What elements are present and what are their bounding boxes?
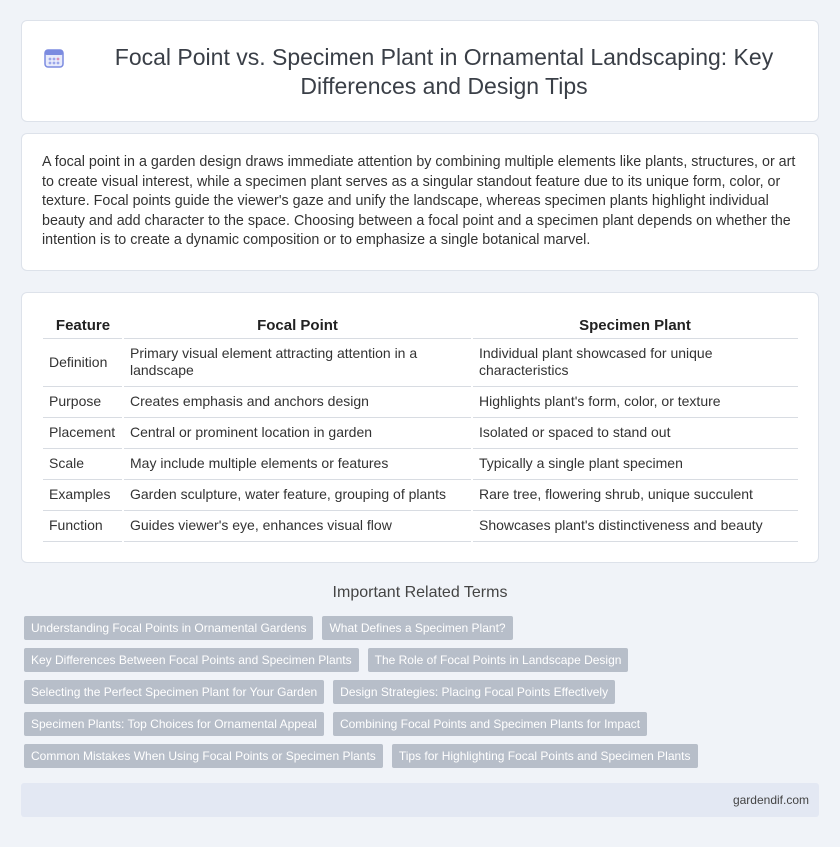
- table-cell: Purpose: [43, 386, 123, 417]
- table-cell: Examples: [43, 479, 123, 510]
- related-term-tag[interactable]: What Defines a Specimen Plant?: [322, 616, 512, 640]
- related-terms-list: [24, 616, 814, 776]
- comparison-table: [43, 315, 798, 542]
- table-cell: May include multiple elements or features: [123, 448, 472, 479]
- table-cell: Primary visual element attracting attention in a landscape: [123, 338, 472, 386]
- table-cell: Highlights plant's form, color, or texture: [472, 386, 798, 417]
- table-row: [43, 510, 798, 541]
- related-term-tag[interactable]: Design Strategies: Placing Focal Points Effectively: [333, 680, 615, 704]
- related-term-tag[interactable]: Combining Focal Points and Specimen Plants for Impact: [333, 712, 647, 736]
- header-card: [21, 20, 819, 122]
- table-cell: Garden sculpture, water feature, grouping of plants: [123, 479, 472, 510]
- related-term-tag[interactable]: Tips for Highlighting Focal Points and Specimen Plants: [392, 744, 698, 768]
- related-term-tag[interactable]: Specimen Plants: Top Choices for Ornamental Appeal: [24, 712, 324, 736]
- column-header-specimen-plant: Specimen Plant: [472, 315, 798, 338]
- intro-paragraph: A focal point in a garden design draws immediate attention by combining multiple elements like plants, structures, or art to create visual interest, while a specimen plant serves as a singular standout feature due to its unique form, color, or texture. Focal points guide the viewer's gaze and unify the landscape, whereas specimen plants highlight individual beauty and add character to the space. Choosing between a focal point and a specimen plant depends on whether the intention is to create a dynamic composition or to emphasize a single botanical marvel.: [42, 154, 796, 249]
- table-header-row: [43, 315, 798, 338]
- table-cell: Placement: [43, 417, 123, 448]
- table-row: [43, 448, 798, 479]
- table-cell: Creates emphasis and anchors design: [123, 386, 472, 417]
- related-term-tag[interactable]: Understanding Focal Points in Ornamental Gardens: [24, 616, 313, 640]
- table-cell: Rare tree, flowering shrub, unique succulent: [472, 479, 798, 510]
- table-row: [43, 338, 798, 386]
- related-term-tag[interactable]: Selecting the Perfect Specimen Plant for Your Garden: [24, 680, 324, 704]
- table-cell: Typically a single plant specimen: [472, 448, 798, 479]
- table-row: [43, 386, 798, 417]
- related-term-tag[interactable]: Key Differences Between Focal Points and Specimen Plants: [24, 648, 359, 672]
- related-terms-heading: Important Related Terms: [332, 584, 508, 601]
- column-header-focal-point: Focal Point: [123, 315, 472, 338]
- table-cell: Isolated or spaced to stand out: [472, 417, 798, 448]
- table-row: [43, 417, 798, 448]
- table-cell: Individual plant showcased for unique characteristics: [472, 338, 798, 386]
- page-title: Focal Point vs. Specimen Plant in Ornamental Landscaping: Key Differences and Design Tips: [114, 44, 774, 99]
- table-cell: Central or prominent location in garden: [123, 417, 472, 448]
- table-cell: Showcases plant's distinctiveness and beauty: [472, 510, 798, 541]
- table-row: [43, 479, 798, 510]
- related-term-tag[interactable]: The Role of Focal Points in Landscape Design: [368, 648, 629, 672]
- footer: [21, 783, 819, 817]
- intro-card: [21, 133, 819, 271]
- column-header-feature: Feature: [43, 315, 123, 338]
- related-term-tag[interactable]: Common Mistakes When Using Focal Points or Specimen Plants: [24, 744, 383, 768]
- comparison-table-card: [21, 292, 819, 563]
- table-cell: Definition: [43, 338, 123, 386]
- table-cell: Function: [43, 510, 123, 541]
- table-cell: Scale: [43, 448, 123, 479]
- footer-site-link[interactable]: gardendif.com: [732, 793, 809, 807]
- table-cell: Guides viewer's eye, enhances visual flow: [123, 510, 472, 541]
